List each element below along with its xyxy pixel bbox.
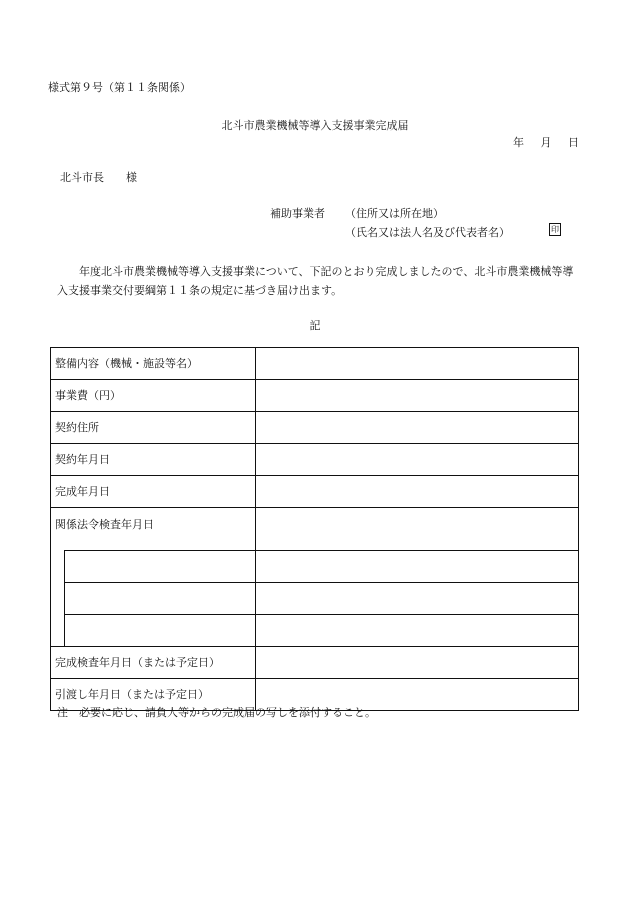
- applicant-label: 補助事業者: [270, 207, 325, 220]
- document-title: 北斗市農業機械等導入支援事業完成届: [221, 119, 409, 132]
- law-inspection-name-field[interactable]: [65, 583, 256, 615]
- recipient-line: [60, 172, 137, 183]
- handover-date-label: 引渡し年月日（または予定日）: [51, 679, 256, 711]
- law-inspection-date-field[interactable]: [256, 551, 579, 583]
- table-row: [51, 647, 579, 679]
- contract-address-field[interactable]: [256, 412, 579, 444]
- indent-cell: [51, 615, 65, 647]
- date-year-label: 年: [513, 136, 524, 149]
- table-row: [51, 476, 579, 508]
- date-month-label: 月: [540, 136, 552, 149]
- table-row: [51, 583, 579, 615]
- table-row: [51, 615, 579, 647]
- law-inspection-date-field[interactable]: [256, 583, 579, 615]
- body-text: 年度北斗市農業機械等導入支援事業について、下記のとおり完成しましたので、北斗市農業機械等導入支援事業交付要綱第１１条の規定に基づき届け出ます。: [57, 265, 574, 297]
- table-row: [51, 380, 579, 412]
- inspection-date-laws-label: 関係法令検査年月日: [51, 508, 256, 551]
- table-row: [51, 348, 579, 380]
- completion-date-label: 完成年月日: [51, 476, 256, 508]
- footnote: 注 必要に応じ、請負人等からの完成届の写しを添付すること。: [57, 706, 376, 719]
- table-row: [51, 412, 579, 444]
- equipment-content-label: 整備内容（機械・施設等名）: [51, 348, 256, 380]
- seal-icon: 印: [551, 225, 559, 234]
- completion-inspection-date-label: 完成検査年月日（または予定日）: [51, 647, 256, 679]
- recipient-mayor: 北斗市長: [60, 171, 104, 184]
- project-cost-field[interactable]: [256, 380, 579, 412]
- project-cost-label: 事業費（円）: [51, 380, 256, 412]
- contract-address-label: 契約住所: [51, 412, 256, 444]
- indent-cell: [51, 583, 65, 615]
- equipment-content-field[interactable]: [256, 348, 579, 380]
- contract-date-label: 契約年月日: [51, 444, 256, 476]
- law-inspection-name-field[interactable]: [65, 615, 256, 647]
- applicant-address-label: （住所又は所在地）: [345, 207, 444, 220]
- indent-cell: [51, 551, 65, 583]
- ki-heading: 記: [309, 319, 321, 332]
- table-row: [51, 551, 579, 583]
- table-row: [51, 444, 579, 476]
- inspection-date-laws-field[interactable]: [256, 508, 579, 551]
- recipient-honorific: 様: [126, 171, 137, 184]
- completion-inspection-date-field[interactable]: [256, 647, 579, 679]
- completion-date-field[interactable]: [256, 476, 579, 508]
- applicant-name-label: （氏名又は法人名及び代表者名）: [345, 226, 510, 239]
- law-inspection-date-field[interactable]: [256, 615, 579, 647]
- form-number: 様式第９号（第１１条関係）: [48, 81, 191, 94]
- date-day-label: 日: [568, 136, 579, 149]
- date-line: [513, 137, 579, 148]
- completion-form-table: [50, 347, 579, 711]
- contract-date-field[interactable]: [256, 444, 579, 476]
- table-row: [51, 508, 579, 551]
- law-inspection-name-field[interactable]: [65, 551, 256, 583]
